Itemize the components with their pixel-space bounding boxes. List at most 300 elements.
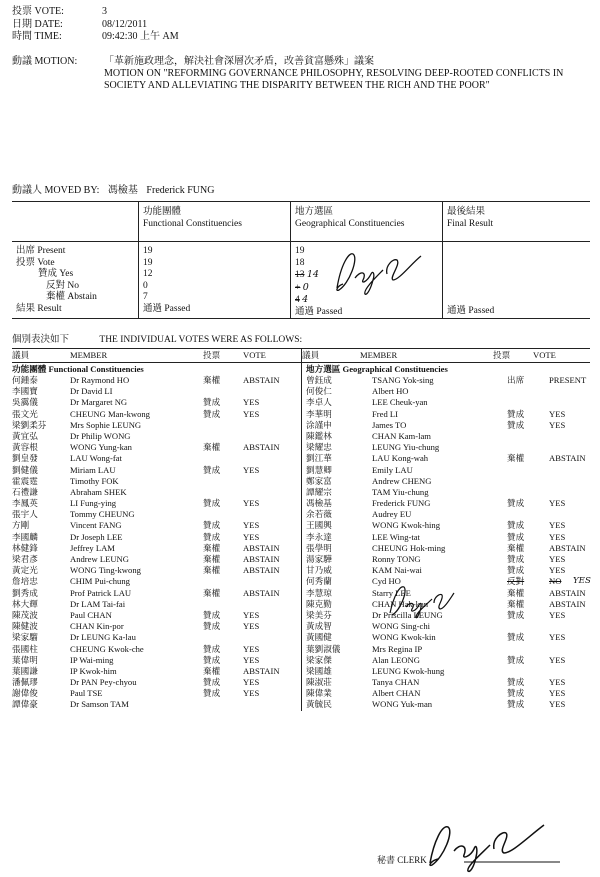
functional-member-row xyxy=(12,476,301,487)
member-name-en: WONG Kwok-hing xyxy=(372,520,441,531)
col-member-en-left: MEMBER xyxy=(70,350,108,360)
geographical-member-row xyxy=(302,509,591,520)
vote-en: YES xyxy=(549,419,566,430)
final-column-header xyxy=(443,202,591,242)
member-name-en: Paul CHAN xyxy=(70,609,112,620)
geographical-member-row xyxy=(302,554,591,565)
member-name-en: KAM Nai-wai xyxy=(372,565,422,576)
member-name-zh: 王國興 xyxy=(306,520,332,531)
vote-zh: 贊成 xyxy=(203,520,221,531)
member-name-en: Cyd HO xyxy=(372,576,401,587)
vote-zh xyxy=(203,420,243,431)
vote-en xyxy=(549,666,591,677)
vote-zh: 棄權 xyxy=(507,598,525,609)
vote-zh: 棄權 xyxy=(203,565,221,576)
fc-header-en: Functional Constituencies xyxy=(143,218,242,229)
fc-column-header xyxy=(139,202,291,242)
vote-en xyxy=(549,644,591,655)
member-name-en: Frederick FUNG xyxy=(372,498,431,509)
member-name-en: Dr PAN Pey-chyou xyxy=(70,677,137,688)
functional-member-row xyxy=(12,666,301,677)
row-label-yes: 贊成 Yes xyxy=(38,269,74,279)
vote-zh: 贊成 xyxy=(507,565,525,576)
vote-en: ABSTAIN xyxy=(243,542,280,553)
vote-zh xyxy=(507,386,549,397)
member-name-en: CHIM Pui-chung xyxy=(70,576,130,587)
vote-zh xyxy=(203,476,243,487)
mover-name-english: Frederick FUNG xyxy=(146,185,215,196)
vote-en xyxy=(243,576,301,587)
member-name-zh: 潘佩璆 xyxy=(12,677,38,688)
vote-zh xyxy=(507,487,549,498)
member-name-zh: 李慧琼 xyxy=(306,587,332,598)
member-name-zh: 陳鑑林 xyxy=(306,430,332,441)
vote-en xyxy=(243,599,301,610)
col-vote-en-right: VOTE xyxy=(533,350,556,360)
member-name-zh: 余若薇 xyxy=(306,509,332,520)
member-name-en: Alan LEONG xyxy=(372,654,420,665)
functional-member-row xyxy=(12,688,301,699)
member-name-en: TAM Yiu-chung xyxy=(372,486,429,497)
geographical-member-row xyxy=(302,699,591,710)
summary-corner-cell xyxy=(12,202,139,242)
geographical-member-row xyxy=(302,632,591,643)
row-label-present: 出席 Present xyxy=(16,246,66,256)
vote-zh: 贊成 xyxy=(203,621,221,632)
intro-zh: 個別表決如下 xyxy=(12,335,70,345)
member-name-en: Dr Joseph LEE xyxy=(70,531,123,542)
vote-en xyxy=(549,465,591,476)
member-name-en: LEE Wing-tat xyxy=(372,531,420,542)
geographical-member-row xyxy=(302,375,591,386)
col-vote-zh-left: 投票 xyxy=(203,350,221,360)
vote-zh xyxy=(203,699,243,710)
individual-votes-intro xyxy=(12,331,330,345)
member-name-zh: 梁家傑 xyxy=(306,654,332,665)
member-name-zh: 陳健波 xyxy=(12,621,38,632)
vote-zh: 贊成 xyxy=(203,397,221,408)
functional-member-row xyxy=(12,655,301,666)
vote-zh: 贊成 xyxy=(203,654,221,665)
vote-en: ABSTAIN xyxy=(243,587,280,598)
vote-en: YES xyxy=(549,408,566,419)
vote-en: YES xyxy=(549,498,566,509)
vote-en: PRESENT xyxy=(549,375,587,385)
clerk-signature-icon xyxy=(420,815,560,875)
member-name-en: CHEUNG Hok-ming xyxy=(372,542,446,553)
vote-zh: 贊成 xyxy=(507,554,525,564)
member-name-zh: 黃毓民 xyxy=(306,699,332,710)
functional-member-row xyxy=(12,565,301,576)
member-name-en: Paul TSE xyxy=(70,688,103,699)
vote-en: YES xyxy=(243,464,260,475)
mover-name-chinese: 馮檢基 xyxy=(107,185,138,196)
vote-zh: 贊成 xyxy=(507,677,525,688)
member-name-zh: 梁家騮 xyxy=(12,632,38,643)
col-member-zh-right: 議員 xyxy=(302,350,320,360)
gc-abstain-handwritten: 4 xyxy=(302,294,309,305)
member-name-en: LEUNG Kwok-hung xyxy=(372,665,445,676)
member-name-zh: 涂謹申 xyxy=(306,419,332,430)
votes-column-header-row xyxy=(12,348,590,363)
fc-result: 通過 Passed xyxy=(143,303,191,314)
functional-member-row xyxy=(12,599,301,610)
margin-initials-icon xyxy=(386,581,456,621)
member-name-en: WONG Yuk-man xyxy=(372,699,433,710)
vote-en: ABSTAIN xyxy=(243,554,280,564)
functional-member-row xyxy=(12,699,301,710)
vote-zh: 棄權 xyxy=(507,542,525,553)
geographical-member-row xyxy=(302,532,591,543)
member-name-en: Dr Priscilla LEUNG xyxy=(372,609,443,620)
member-name-zh: 譚偉豪 xyxy=(12,699,38,710)
vote-zh: 贊成 xyxy=(203,677,221,688)
member-name-zh: 鄭家富 xyxy=(306,475,332,486)
geographical-member-row xyxy=(302,621,591,632)
vote-zh: 贊成 xyxy=(507,632,525,643)
vote-zh xyxy=(507,476,549,487)
member-name-zh: 甘乃威 xyxy=(306,565,332,576)
vote-zh: 贊成 xyxy=(203,688,221,699)
geographical-member-row xyxy=(302,655,591,666)
vote-en: ABSTAIN xyxy=(549,598,586,609)
vote-zh: 贊成 xyxy=(507,609,525,620)
fc-abstain: 7 xyxy=(143,292,148,302)
vote-en: ABSTAIN xyxy=(549,453,586,464)
gc-present: 19 xyxy=(295,246,305,256)
functional-member-row xyxy=(12,588,301,599)
geographical-constituencies-list xyxy=(302,363,591,711)
geographical-member-row xyxy=(302,386,591,397)
geographical-member-row xyxy=(302,487,591,498)
member-name-en: CHAN Kin-por xyxy=(70,621,124,632)
vote-en: ABSTAIN xyxy=(549,587,586,598)
vote-en xyxy=(549,386,591,397)
member-name-zh: 湯家驊 xyxy=(306,554,332,564)
gc-vote: 18 xyxy=(295,257,305,268)
fc-present: 19 xyxy=(143,246,153,256)
vote-en xyxy=(549,431,591,442)
vote-en: ABSTAIN xyxy=(243,375,280,385)
member-name-zh: 梁劉柔芬 xyxy=(12,419,47,430)
row-label-no: 反對 No xyxy=(46,280,79,291)
member-name-en: CHAN Hak-kan xyxy=(372,598,429,609)
vote-en xyxy=(243,420,301,431)
geographical-member-row xyxy=(302,442,591,453)
col-vote-en-left: VOTE xyxy=(243,350,266,360)
fc-yes: 12 xyxy=(143,269,153,279)
member-name-en: Miriam LAU xyxy=(70,464,116,475)
member-name-zh: 馮檢基 xyxy=(306,498,332,509)
functional-member-row xyxy=(12,632,301,643)
vote-zh: 棄權 xyxy=(203,665,221,676)
gc-no-printed: + xyxy=(295,282,301,293)
member-name-zh: 劉健儀 xyxy=(12,464,38,475)
vote-zh xyxy=(507,666,549,677)
vote-zh: 贊成 xyxy=(203,464,221,475)
vote-en: YES xyxy=(549,677,566,688)
member-name-en: Dr Margaret NG xyxy=(70,397,128,408)
geographical-member-row xyxy=(302,420,591,431)
member-name-zh: 劉皇發 xyxy=(12,453,38,464)
member-name-zh: 黃國健 xyxy=(306,632,332,643)
vote-en: YES xyxy=(549,520,566,531)
geographical-member-row xyxy=(302,397,591,408)
vote-en xyxy=(243,509,301,520)
functional-member-row xyxy=(12,621,301,632)
member-name-zh: 李永達 xyxy=(306,531,332,542)
member-name-en: Tanya CHAN xyxy=(372,677,420,688)
member-name-en: IP Wai-ming xyxy=(70,654,114,665)
member-name-zh: 陳克勤 xyxy=(306,598,332,609)
date-value: 08/12/2011 xyxy=(102,18,148,30)
time-value: 09:42:30 上午 AM xyxy=(102,31,179,42)
vote-en xyxy=(243,386,301,397)
vote-en: YES xyxy=(243,520,260,531)
member-name-zh: 吳靄儀 xyxy=(12,397,38,408)
geographical-member-row xyxy=(302,666,591,677)
member-name-en: Vincent FANG xyxy=(70,520,122,531)
member-name-zh: 李國麟 xyxy=(12,531,38,542)
vote-zh: 棄權 xyxy=(203,554,221,564)
mover-label: 動議人 MOVED BY: xyxy=(12,185,100,196)
member-name-en: Albert HO xyxy=(372,386,409,397)
member-name-en: WONG Yung-kan xyxy=(70,442,132,453)
gc-header-en: Geographical Constituencies xyxy=(295,218,405,229)
vote-en: YES xyxy=(243,609,260,620)
member-name-zh: 張文光 xyxy=(12,408,38,419)
member-name-en: Dr Philip WONG xyxy=(70,430,131,441)
vote-en: YES xyxy=(549,632,566,643)
gc-header-zh: 地方選區 xyxy=(295,207,334,217)
handwritten-vote-correction: YES xyxy=(573,576,591,587)
vote-en: ABSTAIN xyxy=(243,442,280,453)
vote-en xyxy=(549,397,591,408)
vote-zh: 贊成 xyxy=(203,498,221,509)
date-label: 日期 DATE: xyxy=(12,18,63,30)
member-name-zh: 陳偉業 xyxy=(306,688,332,699)
functional-member-row xyxy=(12,409,301,420)
member-name-zh: 詹培忠 xyxy=(12,576,38,587)
vote-zh: 反對 xyxy=(507,576,525,587)
member-name-zh: 何俊仁 xyxy=(306,386,332,397)
member-name-en: Audrey EU xyxy=(372,509,412,520)
fc-vote: 19 xyxy=(143,257,153,268)
vote-zh xyxy=(203,599,243,610)
member-name-en: Dr David LI xyxy=(70,386,113,397)
vote-en: YES xyxy=(549,554,566,564)
member-name-en: Albert CHAN xyxy=(372,688,421,699)
vote-en xyxy=(243,476,301,487)
vote-en: YES xyxy=(549,688,566,699)
vote-zh: 棄權 xyxy=(203,587,221,598)
member-name-en: IP Kwok-him xyxy=(70,665,117,676)
gc-column-header xyxy=(291,202,443,242)
member-name-zh: 張宇人 xyxy=(12,509,38,520)
vote-zh xyxy=(203,632,243,643)
functional-member-row xyxy=(12,554,301,565)
motion-title-english: MOTION ON "REFORMING GOVERNANCE PHILOSOPHY, RESOLVING DEEP-ROOTED CONFLICTS IN SOCIETY AND ALLEVIATING THE DISPARITY BETWEEN THE RICH AND THE POOR" xyxy=(104,68,564,91)
summary-table xyxy=(12,201,590,319)
member-name-zh: 黃容根 xyxy=(12,442,38,453)
functional-member-row xyxy=(12,644,301,655)
gc-yes-handwritten: 14 xyxy=(306,269,319,280)
member-name-zh: 劉江華 xyxy=(306,453,332,464)
member-name-zh: 何秀蘭 xyxy=(306,576,332,587)
functional-member-row xyxy=(12,453,301,464)
member-name-en: Prof Patrick LAU xyxy=(70,587,132,598)
member-name-en: Starry LEE xyxy=(372,587,411,598)
member-name-zh: 梁君彥 xyxy=(12,554,38,564)
vote-en xyxy=(243,431,301,442)
member-name-en: LEUNG Yiu-chung xyxy=(372,442,440,453)
functional-member-row xyxy=(12,431,301,442)
vote-header xyxy=(12,6,179,44)
clerk-label: 秘書 CLERK xyxy=(377,855,427,865)
member-name-zh: 梁耀忠 xyxy=(306,442,332,453)
individual-votes-table xyxy=(12,348,590,711)
vote-zh: 贊成 xyxy=(507,654,525,665)
vote-en: YES xyxy=(243,621,260,632)
vote-en: YES xyxy=(243,677,260,688)
row-label-abstain: 棄權 Abstain xyxy=(46,292,97,302)
functional-member-row xyxy=(12,498,301,509)
vote-zh: 贊成 xyxy=(507,688,525,699)
geographical-member-row xyxy=(302,465,591,476)
member-name-zh: 梁國雄 xyxy=(306,665,332,676)
vote-en: YES xyxy=(549,699,566,710)
vote-en xyxy=(243,632,301,643)
row-label-result: 結果 Result xyxy=(16,303,62,314)
member-name-en: Andrew LEUNG xyxy=(70,554,129,564)
vote-en: YES xyxy=(243,498,260,509)
functional-member-row xyxy=(12,543,301,554)
vote-zh: 贊成 xyxy=(507,520,525,531)
member-name-en: Andrew CHENG xyxy=(372,475,432,486)
vote-en xyxy=(243,487,301,498)
functional-member-row xyxy=(12,442,301,453)
member-name-zh: 林大輝 xyxy=(12,598,38,609)
col-member-zh-left: 議員 xyxy=(12,350,30,360)
member-name-zh: 李國寶 xyxy=(12,386,38,397)
vote-en: ABSTAIN xyxy=(549,542,586,553)
vote-en xyxy=(549,442,591,453)
functional-member-row xyxy=(12,465,301,476)
member-name-zh: 葉偉明 xyxy=(12,654,38,665)
member-name-zh: 陳淑莊 xyxy=(306,677,332,688)
member-name-zh: 林健鋒 xyxy=(12,542,38,553)
member-name-en: WONG Ting-kwong xyxy=(70,565,141,576)
member-name-zh: 李華明 xyxy=(306,408,332,419)
vote-zh: 棄權 xyxy=(203,542,221,553)
vote-zh xyxy=(203,487,243,498)
motion-label: 動議 MOTION: xyxy=(12,56,78,67)
functional-heading: 功能團體 Functional Constituencies xyxy=(12,364,144,374)
member-name-en: WONG Sing-chi xyxy=(372,621,430,632)
vote-zh: 棄權 xyxy=(203,375,221,385)
vote-zh xyxy=(203,386,243,397)
vote-en: YES xyxy=(243,408,260,419)
vote-en: ABSTAIN xyxy=(243,565,280,576)
geographical-member-row xyxy=(302,688,591,699)
member-name-zh: 黃定光 xyxy=(12,565,38,576)
vote-en: YES xyxy=(549,531,566,542)
member-name-en: LAU Kong-wah xyxy=(372,453,429,464)
member-name-zh: 葉國謙 xyxy=(12,665,38,676)
functional-member-row xyxy=(12,677,301,688)
vote-en: ABSTAIN xyxy=(243,665,280,676)
vote-en: YES xyxy=(243,654,260,665)
vote-en: YES xyxy=(549,565,566,576)
vote-zh: 贊成 xyxy=(507,419,525,430)
final-result-value: 通過 Passed xyxy=(447,305,495,316)
vote-zh: 棄權 xyxy=(203,442,221,453)
member-name-zh: 梁美芬 xyxy=(306,609,332,620)
motion-title-chinese: 「革新施政理念，解決社會深層次矛盾，改善貧富懸殊」議案 xyxy=(104,56,374,67)
time-label: 時間 TIME: xyxy=(12,31,62,42)
gc-no-handwritten: 0 xyxy=(302,281,309,293)
gc-result: 通過 Passed xyxy=(295,306,343,317)
vote-zh: 贊成 xyxy=(203,643,221,654)
vote-zh xyxy=(507,465,549,476)
member-name-zh: 劉秀成 xyxy=(12,587,38,598)
vote-en: NO xyxy=(549,576,562,587)
member-name-zh: 霍震霆 xyxy=(12,475,38,486)
vote-en: YES xyxy=(243,643,260,654)
vote-en xyxy=(549,509,591,520)
geographical-member-row xyxy=(302,565,591,576)
member-name-en: LI Fung-ying xyxy=(70,498,117,509)
functional-member-row xyxy=(12,375,301,386)
intro-en: THE INDIVIDUAL VOTES WERE AS FOLLOWS: xyxy=(99,335,303,345)
vote-zh xyxy=(203,453,243,464)
vote-en xyxy=(549,487,591,498)
member-name-zh: 葉劉淑儀 xyxy=(306,643,341,654)
member-name-zh: 黃成智 xyxy=(306,621,332,632)
member-name-en: Ronny TONG xyxy=(372,554,421,564)
vote-zh xyxy=(507,442,549,453)
vote-zh: 贊成 xyxy=(507,408,525,419)
functional-member-row xyxy=(12,487,301,498)
member-name-zh: 張學明 xyxy=(306,542,332,553)
motion-block xyxy=(12,56,584,92)
member-name-en: Fred LI xyxy=(372,408,399,419)
functional-member-row xyxy=(12,420,301,431)
geographical-member-row xyxy=(302,543,591,554)
member-name-en: Emily LAU xyxy=(372,464,413,475)
member-name-zh: 黃宜弘 xyxy=(12,430,38,441)
geographical-member-row xyxy=(302,498,591,509)
correction-initials-icon xyxy=(331,244,431,300)
final-header-zh: 最後結果 xyxy=(447,207,486,217)
member-name-zh: 譚耀宗 xyxy=(306,486,332,497)
gc-abstain-printed: 4 xyxy=(295,295,300,305)
geographical-member-row xyxy=(302,677,591,688)
member-name-zh: 劉慧卿 xyxy=(306,464,332,475)
vote-zh xyxy=(203,509,243,520)
member-name-en: LEE Cheuk-yan xyxy=(372,397,428,408)
member-name-zh: 陳茂波 xyxy=(12,609,38,620)
member-name-zh: 李鳳英 xyxy=(12,498,38,509)
member-name-en: Dr Samson TAM xyxy=(70,699,129,710)
functional-member-row xyxy=(12,576,301,587)
functional-member-row xyxy=(12,610,301,621)
vote-zh xyxy=(507,431,549,442)
geographical-member-row xyxy=(302,476,591,487)
member-name-en: LAU Wong-fat xyxy=(70,453,122,464)
vote-zh xyxy=(203,431,243,442)
geographical-member-row xyxy=(302,520,591,531)
